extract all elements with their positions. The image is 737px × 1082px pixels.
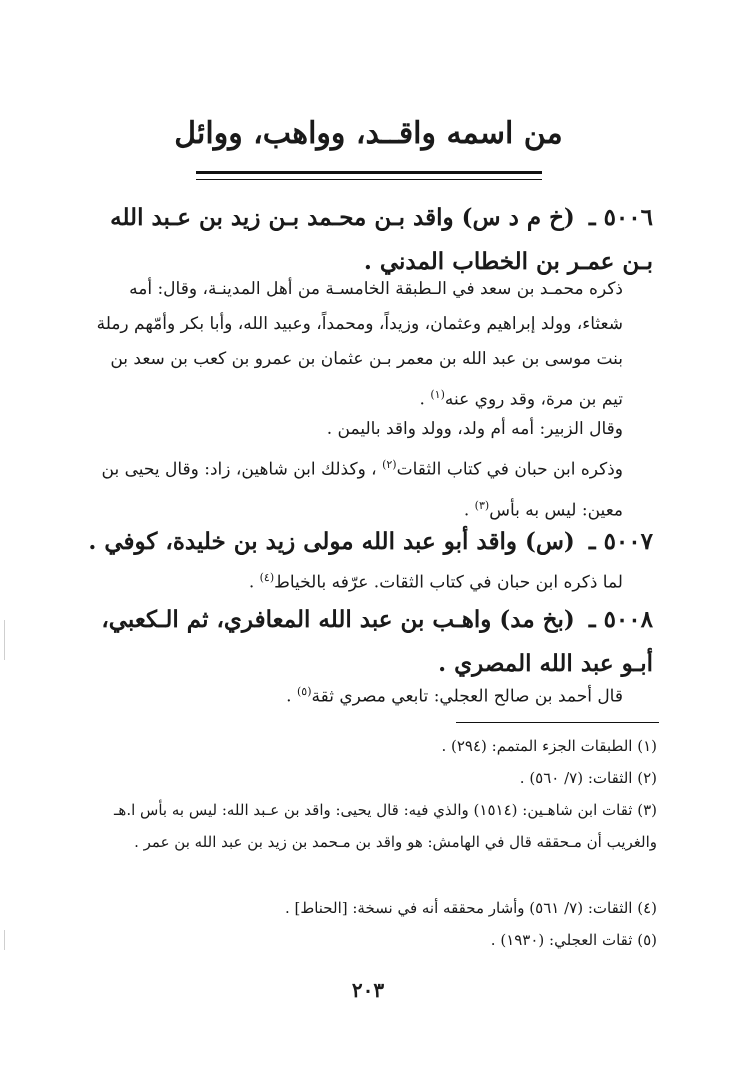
- entry-number: ٥٠٠٨ ـ: [588, 606, 653, 633]
- paragraph-text: لما ذكره ابن حبان في كتاب الثقات. عرّفه بالخياط: [274, 572, 623, 593]
- entry-paragraph: [88, 447, 653, 528]
- entry-heading-text: (س) واقد أبو عبد الله مولى زيد بن خليدة، كوفي .: [88, 528, 575, 555]
- footnote-1: (١) الطبقات الجزء المتمم: (٢٩٤) .: [441, 737, 657, 755]
- scan-margin-mark: [4, 620, 5, 660]
- footnote-2: (٢) الثقات: (٧/ ٥٦٠) .: [519, 769, 657, 787]
- entry-heading-text: (خ م د س) واقد بـن محـمد بـن زيد بن عـبد الله بـن عمـر بن الخطاب المدني .: [110, 204, 653, 275]
- entry-paragraph: [88, 560, 653, 601]
- title-rule: [196, 171, 542, 180]
- entry-heading-5006: [88, 196, 653, 284]
- entry-heading-5007: [88, 520, 653, 564]
- chapter-title: من اسمه واقــد، وواهب، ووائل: [174, 116, 563, 151]
- footnote-ref[interactable]: (٢): [382, 458, 397, 471]
- paragraph-tail: .: [463, 500, 475, 521]
- paragraph-text: قال أحمد بن صالح العجلي: تابعي مصري ثقة: [311, 686, 623, 707]
- footnote-ref[interactable]: (١): [430, 388, 445, 401]
- footnote-4: (٤) الثقات: (٧/ ٥٦١) وأشار محققه أنه في نسخة: [الحناط] .: [284, 899, 657, 917]
- paragraph-tail: .: [419, 389, 431, 410]
- paragraph-text: وقال الزبير: أمه أم ولد، وولد واقد باليمن .: [326, 419, 623, 439]
- entry-paragraph: [88, 674, 653, 715]
- page-number: ٢٠٣: [351, 978, 385, 1002]
- footnote-rule: [456, 722, 659, 723]
- footnote-3: (٣) ثقات ابن شاهـين: (١٥١٤) والذي فيه: قال يحيى: واقد بن عـبد الله: ليس به بأس ا.هـ والغريب أن مـحققه قال في الهامش: هو واقد بن مـحمد بن زيد بن عبد الله بن عمر .: [114, 801, 657, 851]
- entry-heading-text: (بخ مد) واهـب بن عبد الله المعافري، ثم الـكعبي، أبـو عبد الله المصري .: [101, 606, 653, 677]
- paragraph-tail: .: [248, 572, 260, 593]
- footnote-ref[interactable]: (٤): [259, 571, 275, 584]
- footnote-5: (٥) ثقات العجلي: (١٩٣٠) .: [490, 931, 657, 949]
- entry-paragraph: [88, 272, 653, 418]
- entry-number: ٥٠٠٧ ـ: [588, 528, 653, 555]
- entry-heading-5008: [88, 598, 653, 686]
- footnote-ref[interactable]: (٣): [474, 498, 490, 512]
- entry-number: ٥٠٠٦ ـ: [588, 204, 653, 231]
- scan-margin-mark: [4, 930, 5, 950]
- paragraph-text: ذكره محمـد بن سعد في الـطبقة الخامسـة من أهل المدينـة، وقال: أمه شعثاء، وولد إبراهيم وعثمان، وزيداً، ومحمداً، وعبيد الله، وأبا بكر وأمّهم رملة بنت موسى بن عبد الله بن معمر بـن عثمان بن عمرو بن كعب بن سعد بن تيم بن مرة، وقد روي عنه: [96, 279, 623, 410]
- paragraph-text: وذكره ابن حبان في كتاب الثقات: [396, 459, 623, 480]
- paragraph-tail: ، وكذلك ابن شاهين، زاد: وقال يحيى بن معين: ليس به بأس: [101, 459, 623, 521]
- paragraph-tail: .: [286, 686, 297, 707]
- footnote-ref[interactable]: (٥): [296, 685, 312, 698]
- entry-paragraph: [88, 412, 653, 447]
